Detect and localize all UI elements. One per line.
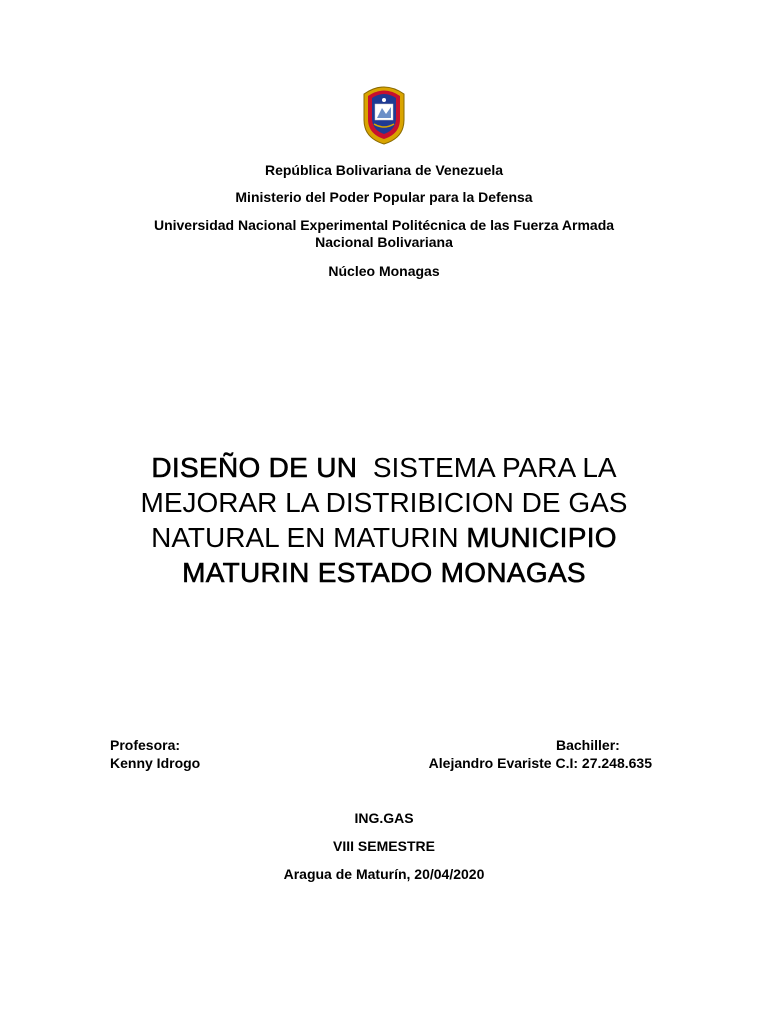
country-name: República Bolivariana de Venezuela [264, 162, 504, 178]
university-crest-logo [360, 80, 408, 146]
student-label: Bachiller: [556, 737, 620, 753]
title-part-1: DISEÑO DE UN [151, 452, 358, 483]
title-part-2: SISTEMA PARA LA MEJORAR LA DISTRIBICION DE GAS NATURAL EN MATURIN [140, 452, 628, 553]
university-name [0, 217, 768, 251]
career-name: ING.GAS [354, 810, 414, 826]
ministry-name: Ministerio del Poder Popular para la Defensa [235, 189, 533, 205]
professor-label: Profesora: [110, 737, 181, 753]
title-part-3: MUNICIPIO MATURIN ESTADO MONAGAS [182, 522, 617, 588]
university-name-line1: Universidad Nacional Experimental Politécnica de las Fuerza Armada [153, 217, 615, 233]
university-name-line2: Nacional Bolivariana [315, 234, 453, 250]
semester: VIII SEMESTRE [333, 838, 435, 854]
campus-name: Núcleo Monagas [328, 263, 440, 279]
document-title [84, 450, 684, 590]
professor-name: Kenny Idrogo [110, 755, 201, 771]
student-name: Alejandro Evariste C.I: 27.248.635 [428, 755, 652, 771]
place-date: Aragua de Maturín, 20/04/2020 [283, 866, 485, 882]
